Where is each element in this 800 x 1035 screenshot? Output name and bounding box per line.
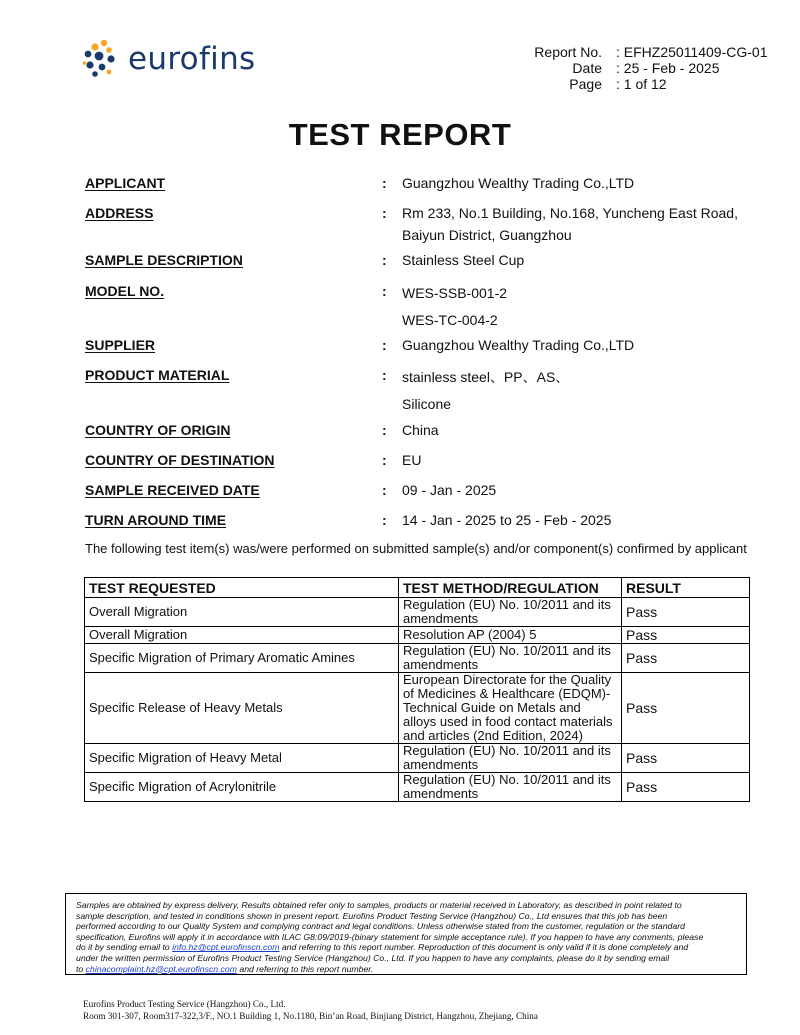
supplier-value: Guangzhou Wealthy Trading Co.,LTD: [402, 337, 635, 353]
colon: :: [382, 367, 387, 383]
sample-description-value: Stainless Steel Cup: [402, 252, 525, 268]
test-name: Specific Migration of Acrylonitrile: [85, 773, 399, 802]
info-email-link[interactable]: info.hz@cpt.eurofinscn.com: [172, 942, 280, 953]
turn-around-time-label: TURN AROUND TIME: [85, 512, 227, 528]
test-name: Specific Migration of Heavy Metal: [85, 744, 399, 773]
test-result: Pass: [622, 744, 750, 773]
test-result: Pass: [622, 627, 750, 644]
product-material-line-2: Silicone: [402, 396, 452, 412]
country-of-destination-value: EU: [402, 452, 422, 468]
disclaimer-line: do it by sending email to: [76, 942, 173, 953]
product-material-line-1: stainless steel、PP、AS、: [402, 369, 570, 385]
test-method: [399, 673, 622, 744]
country-of-origin-value: China: [402, 422, 439, 438]
header-test-method: TEST METHOD/REGULATION: [399, 578, 622, 598]
supplier-label: SUPPLIER: [85, 337, 156, 353]
disclaimer-line: and referring to this report number.: [236, 963, 374, 974]
address-label: ADDRESS: [85, 205, 154, 221]
product-material-label: PRODUCT MATERIAL: [85, 367, 230, 383]
footer-address: Room 301-307, Room317-322,3/F., NO.1 Building 1, No.1180, Bin’an Road, Binjiang District, Hangzhou, Zhejiang, China: [83, 1011, 538, 1021]
colon: :: [382, 452, 387, 468]
colon: :: [382, 422, 387, 438]
method-line: amendments: [403, 657, 479, 672]
turn-around-time-value: 14 - Jan - 2025 to 25 - Feb - 2025: [402, 512, 612, 528]
disclaimer-line: specification, Eurofins will apply it in accordance with ILAC G8:09/2019-(binary statement for simple acceptance rule). If you happen to have any comments, please: [76, 931, 704, 942]
disclaimer-line: performed according to our Quality System and complying contract and legal conditions. Unless otherwise stated from the customer, regulation or the standard: [76, 921, 685, 932]
model-no-value: [402, 280, 762, 334]
test-method: [399, 598, 622, 627]
address-line-1: Rm 233, No.1 Building, No.168, Yuncheng East Road,: [402, 205, 738, 221]
address-value: [402, 202, 762, 246]
complaint-email-link[interactable]: chinacomplaint.hz@cpt.eurofinscn.com: [85, 963, 237, 974]
colon: :: [382, 205, 387, 221]
model-no-line-1: WES-SSB-001-2: [402, 285, 508, 301]
method-line: Regulation (EU) No. 10/2011 and its: [403, 597, 611, 612]
test-method: [399, 627, 622, 644]
test-name: Specific Release of Heavy Metals: [85, 673, 399, 744]
date-label: Date: [572, 60, 602, 76]
eurofins-dots-icon: [82, 39, 122, 79]
country-of-destination-label: COUNTRY OF DESTINATION: [85, 452, 275, 468]
tests-table: [84, 577, 750, 802]
method-line: amendments: [403, 611, 479, 626]
sample-received-date-label: SAMPLE RECEIVED DATE: [85, 482, 260, 498]
applicant-label: APPLICANT: [85, 175, 166, 191]
product-material-value: [402, 364, 762, 418]
sample-received-date-value: 09 - Jan - 2025: [402, 482, 497, 498]
intro-text: The following test item(s) was/were performed on submitted sample(s) and/or component(s) confirmed by applicant: [85, 541, 747, 556]
page-label: Page: [569, 76, 602, 92]
disclaimer-box: [65, 893, 747, 975]
report-title: TEST REPORT: [288, 117, 512, 152]
page-value: : 1 of 12: [616, 76, 667, 92]
table-row: [85, 773, 750, 802]
table-row: [85, 644, 750, 673]
eurofins-logo: [82, 38, 255, 80]
disclaimer-line: sample description, and tested in conditions shown in present report. Eurofins Product Testing Service (Hangzhou) Co., Ltd ensures that this job has been: [76, 910, 668, 921]
sample-description-label: SAMPLE DESCRIPTION: [85, 252, 243, 268]
report-no-value: : EFHZ25011409-CG-01: [616, 44, 768, 60]
report-meta: [520, 44, 767, 92]
disclaimer-line: and referring to this report number. Reproduction of this document is only valid if it is done completely and: [279, 942, 689, 953]
method-line: Regulation (EU) No. 10/2011 and its: [403, 743, 611, 758]
table-row: [85, 627, 750, 644]
disclaimer-line: to: [76, 963, 86, 974]
test-method: [399, 773, 622, 802]
date-row: [520, 60, 767, 76]
footer-company: Eurofins Product Testing Service (Hangzhou) Co., Ltd.: [83, 999, 286, 1009]
table-row: [85, 598, 750, 627]
header-result: RESULT: [622, 578, 750, 598]
method-line: European Directorate for the Quality: [403, 672, 612, 687]
disclaimer-line: Samples are obtained by express delivery, Results obtained refer only to samples, products or material received in Laboratory, as described in point related to: [76, 900, 682, 910]
disclaimer-line: under the written permission of Eurofins Product Testing Service (Hangzhou) Co., Ltd. If you happen to have any complaints, please do it by sending email: [76, 952, 670, 963]
method-line: of Medicines & Healthcare (EDQM)-: [403, 686, 611, 701]
colon: :: [382, 337, 387, 353]
test-result: Pass: [622, 598, 750, 627]
page-row: [520, 76, 767, 92]
colon: :: [382, 482, 387, 498]
method-line: Technical Guide on Metals and: [403, 700, 581, 715]
table-header-row: [85, 578, 750, 598]
report-no-label: Report No.: [534, 44, 602, 60]
method-line: alloys used in food contact materials: [403, 714, 613, 729]
test-name: Specific Migration of Primary Aromatic Amines: [85, 644, 399, 673]
method-line: amendments: [403, 757, 479, 772]
colon: :: [382, 252, 387, 268]
test-result: Pass: [622, 673, 750, 744]
method-line: amendments: [403, 786, 479, 801]
method-line: Resolution AP (2004) 5: [403, 627, 537, 642]
applicant-value: Guangzhou Wealthy Trading Co.,LTD: [402, 175, 635, 191]
header-test-requested: TEST REQUESTED: [85, 578, 399, 598]
method-line: Regulation (EU) No. 10/2011 and its: [403, 643, 611, 658]
colon: :: [382, 512, 387, 528]
table-row: [85, 673, 750, 744]
model-no-label: MODEL NO.: [85, 283, 165, 299]
report-no-row: [520, 44, 767, 60]
test-name: Overall Migration: [85, 627, 399, 644]
method-line: Regulation (EU) No. 10/2011 and its: [403, 772, 611, 787]
country-of-origin-label: COUNTRY OF ORIGIN: [85, 422, 231, 438]
table-row: [85, 744, 750, 773]
test-name: Overall Migration: [85, 598, 399, 627]
method-line: and articles (2nd Edition, 2024): [403, 728, 583, 743]
colon: :: [382, 283, 387, 299]
test-result: Pass: [622, 644, 750, 673]
colon: :: [382, 175, 387, 191]
page-footer: [83, 998, 538, 1022]
test-result: Pass: [622, 773, 750, 802]
test-method: [399, 744, 622, 773]
address-line-2: Baiyun District, Guangzhou: [402, 227, 572, 243]
model-no-line-2: WES-TC-004-2: [402, 312, 498, 328]
logo-wordmark: eurofins: [128, 41, 256, 77]
test-method: [399, 644, 622, 673]
date-value: : 25 - Feb - 2025: [616, 60, 720, 76]
